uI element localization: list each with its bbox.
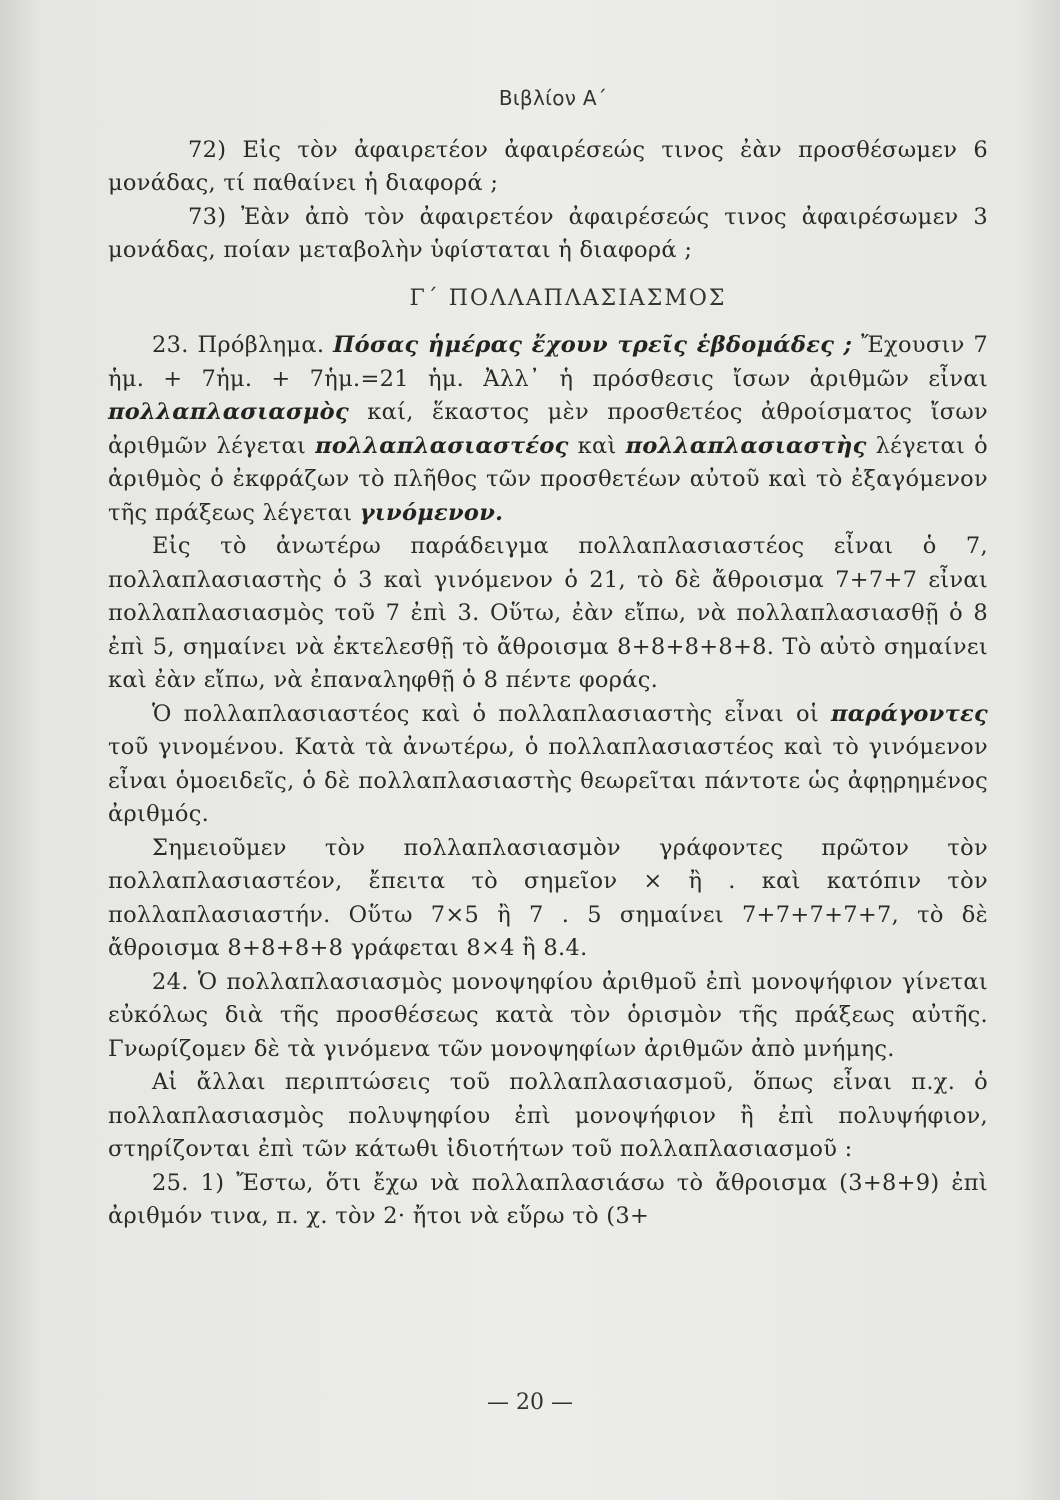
term-multiplication: πολλαπλασιασμὸς xyxy=(108,399,349,425)
p23-text-5: λέγεται ὁ ἀριθμὸς ὁ ἐκφράζων τὸ πλῆθος τῶν προσθετέων αὐτοῦ καὶ τὸ ἐξαγόμενον τῆς πράξεως λέγεται xyxy=(108,432,988,526)
p23-text-4: καὶ xyxy=(568,432,626,459)
factors-text-1: Ὁ πολλαπλασιαστέος καὶ ὁ πολλαπλασιαστὴς εἶναι οἱ xyxy=(152,700,831,727)
page-number: — 20 — xyxy=(487,1390,573,1415)
page-content xyxy=(108,82,988,1234)
question-72: 72) Εἰς τὸν ἀφαιρετέον ἀφαιρέσεώς τινος ἐὰν προσθέσωμεν 6 μονάδας, τί παθαίνει ἡ διαφορά ; xyxy=(108,136,988,196)
factors-text-2: τοῦ γινομένου. Κατὰ τὰ ἀνωτέρω, ὁ πολλαπλασιαστέος καὶ τὸ γινόμενον εἶναι ὁμοειδεῖς, ὁ δὲ πολλαπλασιαστὴς θεωρεῖται πάντοτε ὡς ἀφῃρημένος ἀριθμός. xyxy=(108,734,988,827)
p23-text-3: καί, ἕκαστος μὲν προσθετέος ἀθροίσματος ἴσων ἀριθμῶν λέγεται xyxy=(108,399,988,459)
p23-text-1: 23. Πρόβλημα. xyxy=(152,332,334,358)
term-factors: παράγοντες xyxy=(830,700,988,727)
p23-text-2: Ἔχουσιν 7 ἡμ. + 7ἡμ. + 7ἡμ.=21 ἡμ. Ἀλλ᾽ ἡ πρόσθεσις ἴσων ἀριθμῶν εἶναι xyxy=(108,332,988,392)
term-multiplicand: πολλαπλασιαστέος xyxy=(315,432,569,459)
section-title: Γ΄ ΠΟΛΛΑΠΛΑΣΙΑΣΜΟΣ xyxy=(409,285,727,311)
running-header: Βιβλίον Α΄ xyxy=(498,86,608,110)
paragraph-example: Εἰς τὸ ἀνωτέρω παράδειγμα πολλαπλασιαστέος εἶναι ὁ 7, πολλαπλασιαστὴς ὁ 3 καὶ γινόμενον ὁ 21, τὸ δὲ ἄθροισμα 7+7+7 εἶναι πολλαπλασιασμὸς τοῦ 7 ἐπὶ 3. Οὕτω, ἐὰν εἴπω, νὰ πολλαπλασιασθῇ ὁ 8 ἐπὶ 5, σημαίνει νὰ ἐκτελεσθῇ τὸ ἄθροισμα 8+8+8+8+8. Τὸ αὐτὸ σημαίνει καὶ ἐὰν εἴπω, νὰ ἐπαναληφθῇ ὁ 8 πέντε φοράς. xyxy=(108,533,988,693)
p23-problem-question: Πόσας ἡμέρας ἔχουν τρεῖς ἑβδομάδες ; xyxy=(333,332,853,358)
term-product: γινόμενον. xyxy=(359,499,504,526)
paragraph-24: 24. Ὁ πολλαπλασιασμὸς μονοψηφίου ἀριθμοῦ ἐπὶ μονοψήφιον γίνεται εὐκόλως διὰ τῆς προσθέσεως κατὰ τὸν ὁρισμὸν τῆς πράξεως αὐτῆς. Γνωρίζομεν δὲ τὰ γινόμενα τῶν μονοψηφίων ἀριθμῶν ἀπὸ μνήμης. xyxy=(108,968,988,1062)
term-multiplier: πολλαπλασιαστὴς xyxy=(625,432,867,459)
paragraph-23 xyxy=(108,329,988,530)
paragraph-factors xyxy=(108,698,988,832)
paragraph-25: 25. 1) Ἔστω, ὅτι ἔχω νὰ πολλαπλασιάσω τὸ ἄθροισμα (3+8+9) ἐπὶ ἀριθμόν τινα, π. χ. τὸν 2· ἤτοι νὰ εὕρω τὸ (3+ xyxy=(108,1169,988,1229)
paragraph-notation: Σημειοῦμεν τὸν πολλαπλασιασμὸν γράφοντες πρῶτον τὸν πολλαπλασιαστέον, ἔπειτα τὸ σημεῖον × ἢ . καὶ κατόπιν τὸν πολλαπλασιαστήν. Οὕτω 7×5 ἢ 7 . 5 σημαίνει 7+7+7+7+7, τὸ δὲ ἄθροισμα 8+8+8+8 γράφεται 8×4 ἢ 8.4. xyxy=(108,834,988,961)
paragraph-other-cases: Αἱ ἄλλαι περιπτώσεις τοῦ πολλαπλασιασμοῦ, ὅπως εἶναι π.χ. ὁ πολλαπλασιασμὸς πολυψηφίου ἐπὶ μονοψήφιον ἢ ἐπὶ πολυψήφιον, στηρίζονται ἐπὶ τῶν κάτωθι ἰδιοτήτων τοῦ πολλαπλασιασμοῦ : xyxy=(108,1069,988,1162)
question-73: 73) Ἐὰν ἀπὸ τὸν ἀφαιρετέον ἀφαιρέσεώς τινος ἀφαιρέσωμεν 3 μονάδας, ποίαν μεταβολὴν ὑφίσταται ἡ διαφορά ; xyxy=(108,203,988,263)
